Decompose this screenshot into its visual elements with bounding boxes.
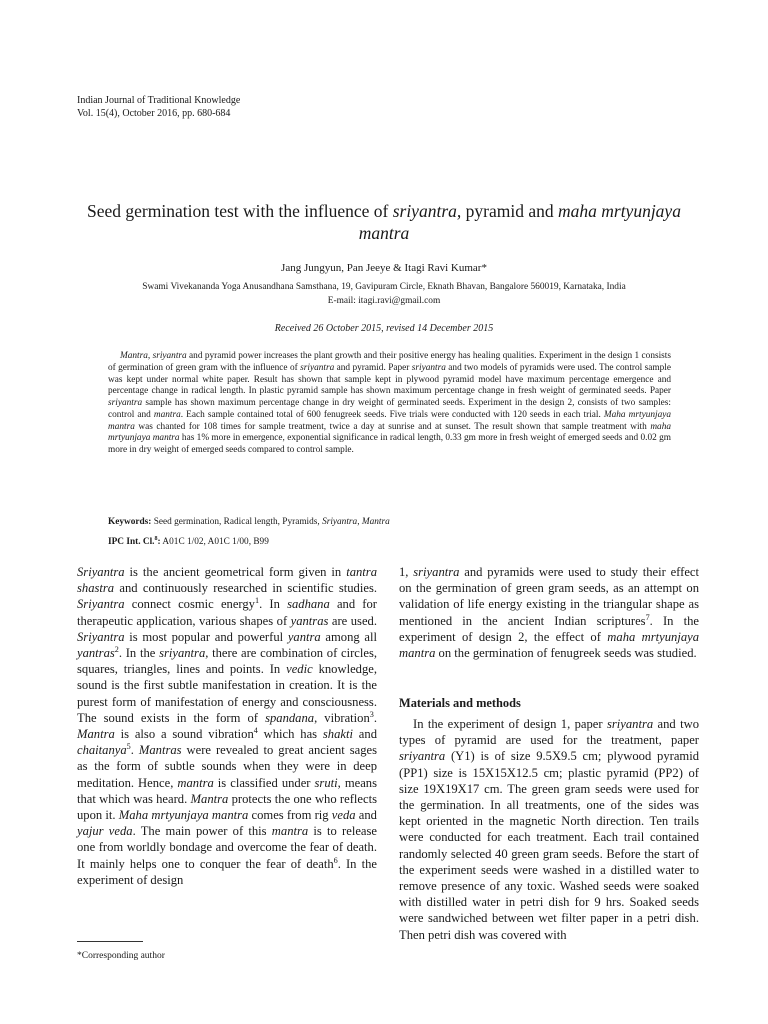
footnote-corresponding-author: *Corresponding author	[77, 951, 165, 961]
journal-name: Indian Journal of Traditional Knowledge	[77, 95, 241, 106]
body-right-column-intro: 1, sriyantra and pyramids were used to study their effect on the germination of green gram seeds, as an attempt on validation of life energy existing in the triangular shape as mentioned in the ancient Indian scriptures$^7$. In the experiment of design 2, the effect of maha mrtyunjaya mantra on the germination of fenugreek seeds was studied.	[399, 565, 700, 661]
body-right-column-methods: In the experiment of design 1, paper sriyantra and two types of pyramid are used for the treatment, paper sriyantra (Y1) is of size 9.5X9.5 cm; plywood pyramid (PP1) size is 15X15X12.5 cm; plastic pyramid (PP2) of size 19X19X17 cm. The green gram seeds were used for the germination. In all treatments, one of the sides was kept oriented in the magnetic North direction. Ten trails were conducted for each treatment. Each trail contained randomly selected 40 green gram seeds. Before the start of the experiment seeds were washed in a distilled water to remove presence of any toxic. Washed seeds were soaked with distilled water in petri dish for 9 hrs. Soaked seeds were sandwiched between wet filter paper in a petri dish. Then petri dish was covered with	[399, 717, 699, 942]
ipc-classification	[108, 536, 671, 548]
received-dates: Received 26 October 2015, revised 14 December 2015	[274, 323, 494, 334]
body-left-column: Sriyantra is the ancient geometrical form given in tantra shastra and continuously researched in scientific studies. Sriyantra connect cosmic energy$^1$. In sadhana and for therapeutic application, various shapes of yantras are used. Sriyantra is most popular and powerful yantra among all yantras$^2$. In the sriyantra, there are combination of circles, squares, triangles, lines and points. In vedic knowledge, sound is the first subtle manifestation in creation. It is the purest form of manifestation of energy and consciousness. The sound exists in the form of spandana, vibration$^3$. Mantra is also a sound vibration$^4$ which has shakti and chaitanya$^5$. Mantras were revealed to great ancient sages as the form of subtle sounds when they were in deep meditation. Hence, mantra is classified under sruti, means that which was heard. Mantra protects the one who reflects upon it. Maha mrtyunjaya mantra comes from rig veda and yajur veda. The main power of this mantra is to release one from worldly bondage and overcome the fear of death. It mainly helps one to conquer the fear of death$^6$. In the experiment of design	[77, 565, 378, 887]
journal-volume: Vol. 15(4), October 2016, pp. 680-684	[77, 108, 231, 119]
article-title	[60, 200, 708, 244]
title-part-1: Seed germination test with the influence of	[87, 201, 393, 221]
title-italic-1: sriyantra,	[392, 201, 462, 221]
keywords	[108, 516, 671, 528]
title-part-2: pyramid and	[461, 201, 558, 221]
author-email: E-mail: itagi.ravi@gmail.com	[327, 296, 441, 306]
footnote-divider	[77, 941, 143, 942]
keywords-label: Keywords:	[108, 517, 152, 527]
section-heading-materials-methods: Materials and methods	[399, 696, 521, 710]
abstract: Mantra, sriyantra and pyramid power increases the plant growth and their positive energy has healing qualities. Experiment in the design 1 consists of germination of green gram with the influence of sriyantra and pyramid. Paper sriyantra and two models of pyramids were used. The control sample was kept under normal white paper. Result has shown that sample kept in plywood pyramid model have maximum percentage emergence and percentage change in radical length. In plastic pyramid sample has shown maximum percentage change in fresh weight of germinated seeds. Paper sriyantra sample has shown maximum percentage change in dry weight of germinated seeds. Experiment in the design 2, consists of two samples: control and mantra. Each sample contained total of 600 fenugreek seeds. Five trials were conducted with 120 seeds in each trial. Maha mrtyunjaya mantra was chanted for 108 times for sample treatment, twice a day at sunrise and at sunset. The result shown that sample treatment with maha mrtyunjaya mantra has 1% more in emergence, exponential significance in radical length, 0.33 gm more in fresh weight of emerged seeds and 0.02 gm more in dry weight of emerged seeds compared to control sample.	[108, 351, 672, 455]
journal-header	[77, 94, 240, 120]
author-list: Jang Jungyun, Pan Jeeye & Itagi Ravi Kumar*	[281, 262, 487, 274]
ipc-label: IPC Int. Cl.$^8$:	[108, 535, 161, 547]
author-affiliation: Swami Vivekananda Yoga Anusandhana Samsthana, 19, Gavipuram Circle, Eknath Bhavan, Bangalore 560019, Karnataka, India	[142, 282, 626, 292]
title-italic-2: maha mrtyunjaya mantra	[358, 201, 681, 243]
ipc-value: A01C 1/02, A01C 1/00, B99	[160, 537, 269, 547]
keywords-value: Seed germination, Radical length, Pyramids, Sriyantra, Mantra	[151, 517, 390, 527]
